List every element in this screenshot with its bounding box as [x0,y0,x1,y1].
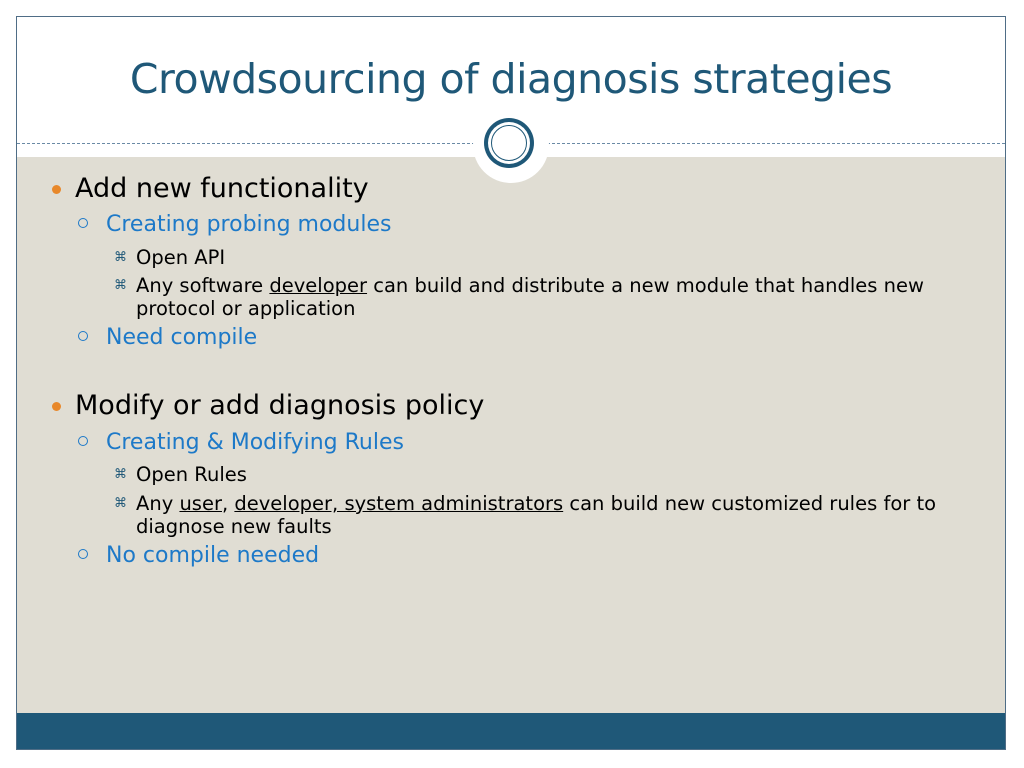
bullet-level2 [106,212,391,237]
bullet-level3 [114,492,976,538]
bullet-level1 [75,173,369,204]
hollow-circle-bullet-icon [78,549,88,559]
bullet-level2 [106,543,319,568]
underlined-term: developer [269,274,368,297]
hollow-circle-bullet-icon [78,218,88,228]
bullet-text: Open Rules [136,463,247,486]
bullet-text: Creating probing modules [106,212,392,237]
bullet-text-suffix: can build and distribute a new module that handles new protocol or application [136,274,924,320]
bullet-level3 [114,463,976,486]
hollow-circle-bullet-icon [78,436,88,446]
bullet-text: Modify or add diagnosis policy [75,390,485,421]
bullet-level3 [114,274,976,320]
bullet-text: Creating & Modifying Rules [106,430,404,455]
star-bullet-icon: ⌘ [114,467,127,482]
bullet-text: Open API [136,246,226,269]
bullet-text: No compile needed [106,543,320,568]
hollow-circle-bullet-icon [78,331,88,341]
star-bullet-icon: ⌘ [114,278,127,293]
circle-ornament-core [491,125,527,161]
bullet-level1 [75,390,484,421]
bullet-text-prefix: Any software [136,274,270,297]
bullet-text-separator: , [221,492,235,515]
bullet-level2 [106,325,257,350]
underlined-term: developer, system administrators [234,492,564,515]
bullet-text-prefix: Any [136,492,180,515]
star-bullet-icon: ⌘ [114,496,127,511]
bullet-level2 [106,430,404,455]
star-bullet-icon: ⌘ [114,250,127,265]
orange-dot-bullet-icon [52,185,61,194]
orange-dot-bullet-icon [52,402,61,411]
bullet-text: Add new functionality [75,173,369,204]
slide-title: Crowdsourcing of diagnosis strategies [129,55,893,103]
bullet-text: Need compile [106,325,258,350]
slide [16,16,1006,750]
bullet-text-suffix: can build new customized rules for to diagnose new faults [136,492,937,538]
bullet-level3 [114,246,976,269]
footer-bar [17,713,1005,749]
underlined-term: user [179,492,222,515]
